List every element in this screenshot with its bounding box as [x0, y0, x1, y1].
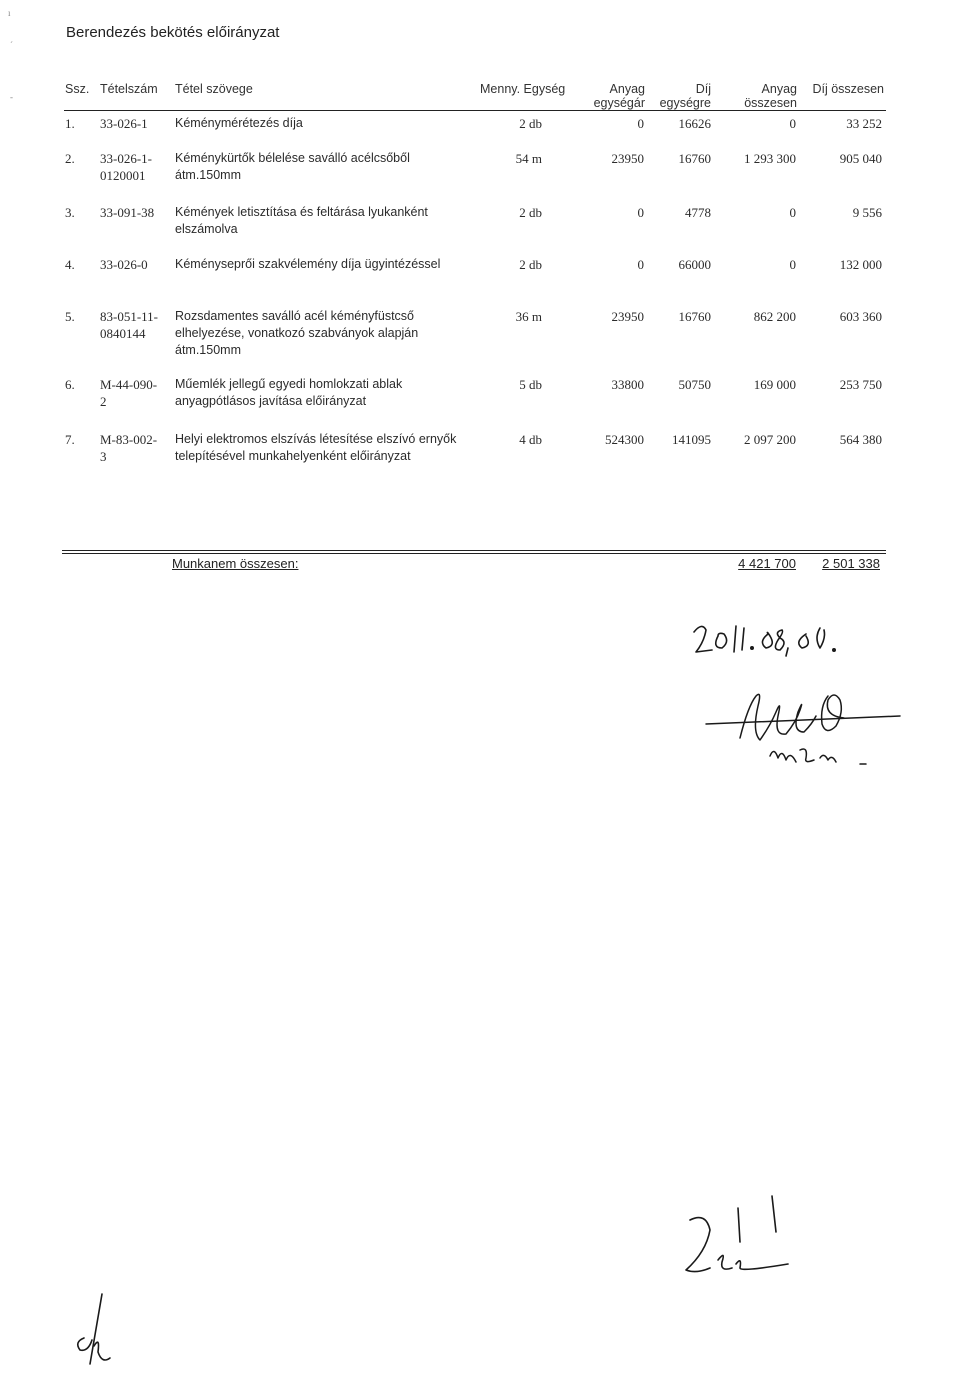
- summary-anyag-total: 4 421 700: [738, 556, 796, 571]
- row-anyag-egysegar: 524300: [605, 432, 644, 447]
- row-tetelszam: 0120001: [100, 168, 146, 183]
- row-anyag-egysegar: 33800: [611, 377, 644, 392]
- row-ssz: 5.: [65, 309, 75, 324]
- row-tetel-szovege: Helyi elektromos elszívás létesítése elszívó ernyők: [175, 432, 457, 446]
- row-tetelszam: 33-026-1: [100, 116, 148, 131]
- row-tetel-szovege: Kémények letisztítása és feltárása lyukanként: [175, 205, 428, 219]
- margin-mark: ˊ: [10, 40, 13, 50]
- row-anyag-osszesen: 0: [789, 257, 796, 272]
- header-anyag-egysegar-line1: Anyag: [609, 82, 645, 96]
- row-tetelszam: M-83-002-: [100, 432, 158, 447]
- row-tetel-szovege: Műemlék jellegű egyedi homlokzati ablak: [175, 377, 403, 391]
- row-anyag-osszesen: 0: [789, 116, 796, 131]
- header-dij-egysegre-line2: egységre: [659, 96, 711, 110]
- row-menny: 2 db: [519, 116, 542, 131]
- row-tetel-szovege: Rozsdamentes saválló acél kéményfüstcső: [175, 309, 415, 323]
- row-ssz: 3.: [65, 205, 75, 220]
- row-dij-egysegre: 66000: [678, 257, 711, 272]
- row-dij-egysegre: 16760: [678, 151, 711, 166]
- row-anyag-egysegar: 23950: [611, 151, 644, 166]
- summary-label: Munkanem összesen:: [172, 556, 299, 571]
- row-dij-osszesen: 603 360: [839, 309, 882, 324]
- row-tetel-szovege: Kéményseprői szakvélemény díja ügyintézéssel: [175, 257, 441, 271]
- row-tetelszam: 3: [100, 449, 107, 464]
- row-tetelszam: 83-051-11-: [100, 309, 159, 324]
- row-menny: 5 db: [519, 377, 542, 392]
- row-dij-osszesen: 33 252: [846, 116, 882, 131]
- row-anyag-osszesen: 862 200: [753, 309, 796, 324]
- row-anyag-egysegar: 0: [637, 205, 644, 220]
- row-anyag-osszesen: 1 293 300: [744, 151, 796, 166]
- initials: [66, 1290, 126, 1370]
- row-anyag-egysegar: 0: [637, 257, 644, 272]
- document-title: Berendezés bekötés előirányzat: [66, 24, 280, 41]
- header-rule: [64, 110, 886, 111]
- row-ssz: 6.: [65, 377, 75, 392]
- row-dij-osszesen: 132 000: [839, 257, 882, 272]
- header-anyag-egysegar-line2: egységár: [593, 96, 645, 110]
- row-tetelszam: 33-091-38: [100, 205, 155, 220]
- header-tetel-szovege: Tétel szövege: [175, 82, 253, 96]
- row-tetelszam: M-44-090-: [100, 377, 158, 392]
- header-dij-egysegre-line1: Díj: [695, 82, 711, 96]
- header-ssz: Ssz.: [65, 82, 90, 96]
- header-anyag-osszesen-line1: Anyag: [761, 82, 797, 96]
- row-dij-egysegre: 4778: [685, 205, 711, 220]
- row-menny: 4 db: [519, 432, 542, 447]
- handwritten-date: [690, 618, 860, 664]
- header-dij-egysegre: [655, 82, 711, 110]
- header-menny-egyseg: Menny. Egység: [480, 82, 566, 96]
- row-ssz: 1.: [65, 116, 75, 131]
- row-ssz: 7.: [65, 432, 75, 447]
- row-anyag-egysegar: 23950: [611, 309, 644, 324]
- row-dij-egysegre: 141095: [672, 432, 711, 447]
- signature-second: [676, 1190, 796, 1280]
- header-anyag-egysegar: [590, 82, 645, 110]
- row-dij-osszesen: 9 556: [852, 205, 882, 220]
- row-tetelszam: 33-026-1-: [100, 151, 152, 166]
- row-anyag-osszesen: 0: [789, 205, 796, 220]
- row-tetel-szovege: elszámolva: [175, 222, 238, 236]
- row-anyag-egysegar: 0: [637, 116, 644, 131]
- row-ssz: 4.: [65, 257, 75, 272]
- row-dij-osszesen: 905 040: [839, 151, 882, 166]
- row-menny: 2 db: [519, 257, 542, 272]
- header-anyag-osszesen-line2: összesen: [744, 96, 797, 110]
- row-tetel-szovege: telepítésével munkahelyenként előirányzat: [175, 449, 411, 463]
- row-anyag-osszesen: 2 097 200: [744, 432, 796, 447]
- row-dij-osszesen: 564 380: [839, 432, 882, 447]
- header-anyag-osszesen: [735, 82, 797, 110]
- row-tetel-szovege: anyagpótlásos javítása előirányzat: [175, 394, 367, 408]
- row-tetelszam: 33-026-0: [100, 257, 148, 272]
- row-ssz: 2.: [65, 151, 75, 166]
- row-tetel-szovege: elhelyezése, vonatkozó szabványok alapján: [175, 326, 419, 340]
- row-tetel-szovege: átm.150mm: [175, 168, 241, 182]
- row-menny: 36 m: [515, 309, 542, 324]
- signature-main: [700, 676, 910, 776]
- row-menny: 54 m: [515, 151, 542, 166]
- row-tetel-szovege: átm.150mm: [175, 343, 241, 357]
- row-menny: 2 db: [519, 205, 542, 220]
- row-dij-egysegre: 16760: [678, 309, 711, 324]
- header-dij-osszesen: Díj összesen: [812, 82, 884, 96]
- row-tetelszam: 0840144: [100, 326, 146, 341]
- row-tetelszam: 2: [100, 394, 107, 409]
- header-tetelszam: Tételszám: [100, 82, 158, 96]
- margin-mark: -: [10, 92, 13, 102]
- summary-rule-top: [62, 550, 886, 551]
- row-dij-egysegre: 50750: [678, 377, 711, 392]
- margin-mark: ı: [8, 8, 11, 18]
- summary-rule-top-2: [62, 553, 886, 554]
- row-anyag-osszesen: 169 000: [753, 377, 796, 392]
- row-tetel-szovege: Kéménykürtők bélelése saválló acélcsőből: [175, 151, 410, 165]
- row-tetel-szovege: Kéménymérétezés díja: [175, 116, 303, 130]
- row-dij-egysegre: 16626: [678, 116, 711, 131]
- row-dij-osszesen: 253 750: [839, 377, 882, 392]
- summary-dij-total: 2 501 338: [822, 556, 880, 571]
